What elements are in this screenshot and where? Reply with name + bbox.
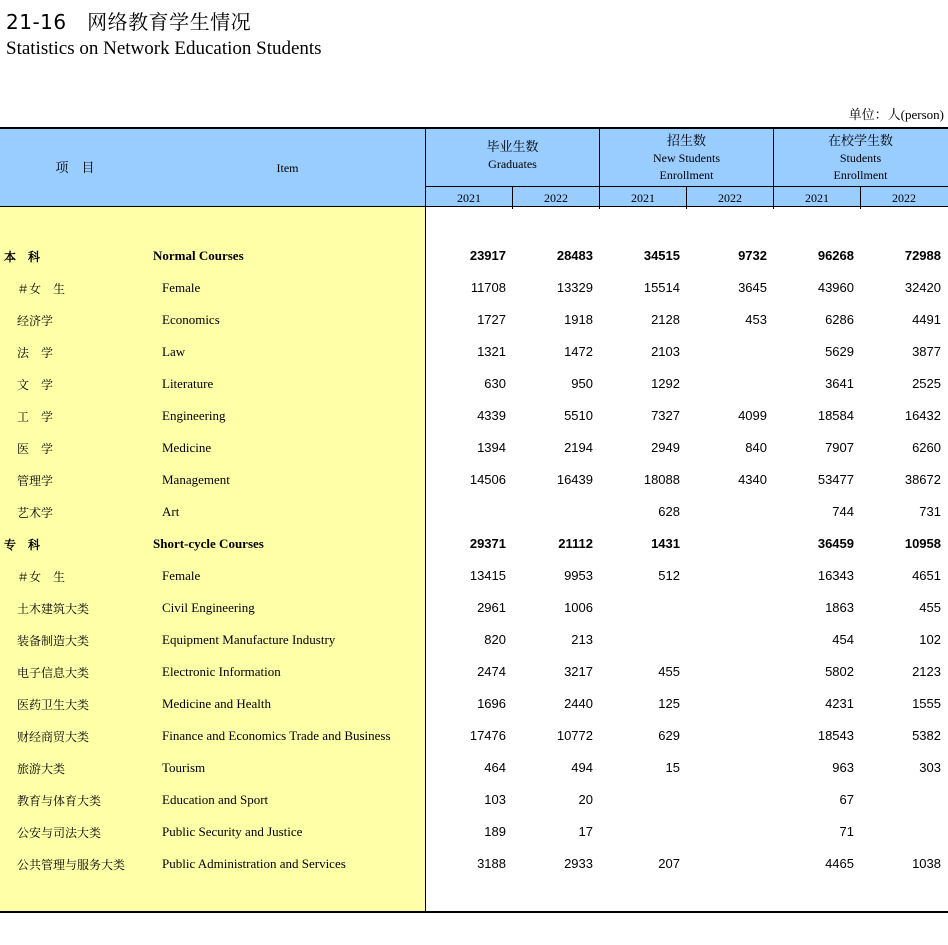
cell-value: 1727 — [477, 312, 506, 327]
cell-value: 16343 — [817, 568, 854, 583]
cell-value: 23917 — [469, 248, 506, 263]
cell-value: 103 — [484, 792, 506, 807]
cell-value: 950 — [571, 376, 593, 391]
cell-value: 1394 — [477, 440, 506, 455]
row-label-cn: 医药卫生大类 — [17, 698, 90, 712]
table-row — [0, 464, 948, 496]
cell-value: 731 — [919, 504, 941, 519]
cell-value: 1038 — [912, 856, 941, 871]
cell-value: 1918 — [564, 312, 593, 327]
cell-value: 17 — [578, 824, 593, 839]
cell-value: 189 — [484, 824, 506, 839]
table-row — [0, 240, 948, 272]
cell-value: 2128 — [651, 312, 680, 327]
cell-value: 3217 — [564, 664, 593, 679]
cell-value: 1472 — [564, 344, 593, 359]
cell-value: 512 — [658, 568, 680, 583]
cell-value: 18543 — [817, 728, 854, 743]
cell-value: 9953 — [564, 568, 593, 583]
table-row — [0, 656, 948, 688]
row-label-en: Medicine and Health — [162, 696, 272, 711]
cell-value: 72988 — [904, 248, 941, 263]
header-item-en: Item — [276, 161, 299, 175]
cell-value: 34515 — [643, 248, 680, 263]
cell-value: 1696 — [477, 696, 506, 711]
cell-value: 3641 — [825, 376, 854, 391]
cell-value: 963 — [832, 760, 854, 775]
cell-value: 4339 — [477, 408, 506, 423]
row-label-en: Public Security and Justice — [162, 824, 303, 839]
year-header: 2022 — [718, 191, 742, 205]
table-row — [0, 592, 948, 624]
table-row — [0, 688, 948, 720]
cell-value: 4491 — [912, 312, 941, 327]
row-label-cn: 本 科 — [4, 250, 41, 264]
cell-value: 464 — [484, 760, 506, 775]
table-row — [0, 304, 948, 336]
cell-value: 7907 — [825, 440, 854, 455]
cell-value: 630 — [484, 376, 506, 391]
cell-value: 43960 — [817, 280, 854, 295]
row-label-cn: 公共管理与服务大类 — [17, 858, 126, 872]
cell-value: 494 — [571, 760, 593, 775]
year-header: 2021 — [457, 191, 481, 205]
row-label-cn: 经济学 — [17, 314, 54, 328]
row-label-cn: 艺术学 — [17, 506, 54, 520]
cell-value: 16439 — [556, 472, 593, 487]
row-label-en: Equipment Manufacture Industry — [162, 632, 336, 647]
table-row — [0, 432, 948, 464]
row-label-cn: 电子信息大类 — [17, 666, 90, 680]
cell-value: 14506 — [469, 472, 506, 487]
cell-value: 11708 — [470, 280, 506, 295]
cell-value: 628 — [658, 504, 680, 519]
row-label-en: Art — [162, 504, 180, 519]
cell-value: 2525 — [912, 376, 941, 391]
cell-value: 2949 — [651, 440, 680, 455]
statistics-table — [0, 127, 948, 913]
row-label-cn: 工 学 — [17, 410, 54, 424]
cell-value: 3877 — [912, 344, 941, 359]
row-label-en: Female — [162, 280, 201, 295]
cell-value: 454 — [832, 632, 854, 647]
row-label-en: Public Administration and Services — [162, 856, 346, 871]
row-label-cn: 医 学 — [17, 442, 54, 456]
cell-value: 18088 — [643, 472, 680, 487]
cell-value: 6260 — [912, 440, 941, 455]
table-header — [0, 127, 948, 207]
table-row — [0, 400, 948, 432]
header-group-graduates: 毕业生数 Graduates — [486, 140, 539, 171]
cell-value: 5510 — [564, 408, 593, 423]
cell-value: 5382 — [912, 728, 941, 743]
cell-value: 2440 — [564, 696, 593, 711]
cell-value: 13415 — [469, 568, 506, 583]
table-row — [0, 720, 948, 752]
cell-value: 1006 — [564, 600, 593, 615]
row-label-cn: 管理学 — [17, 474, 54, 488]
cell-value: 455 — [919, 600, 941, 615]
table-row — [0, 368, 948, 400]
row-label-cn: 公安与司法大类 — [17, 826, 102, 840]
row-label-en: Tourism — [162, 760, 206, 775]
table-row — [0, 848, 948, 880]
cell-value: 629 — [658, 728, 680, 743]
cell-value: 102 — [919, 632, 941, 647]
cell-value: 67 — [839, 792, 854, 807]
cell-value: 96268 — [817, 248, 854, 263]
cell-value: 71 — [839, 824, 854, 839]
table-row — [0, 784, 948, 816]
row-label-cn: 旅游大类 — [17, 762, 66, 776]
cell-value: 2123 — [912, 664, 941, 679]
cell-value: 1292 — [651, 376, 680, 391]
header-group-new-students: 招生数 New Students Enrollment — [653, 134, 720, 182]
header-item-cn: 项 目 — [55, 161, 95, 176]
cell-value: 4465 — [825, 856, 854, 871]
cell-value: 53477 — [817, 472, 854, 487]
cell-value: 4231 — [825, 696, 854, 711]
cell-value: 2933 — [564, 856, 593, 871]
year-header: 2022 — [892, 191, 916, 205]
cell-value: 4340 — [738, 472, 767, 487]
row-label-en: Literature — [162, 376, 214, 391]
cell-value: 28483 — [556, 248, 593, 263]
cell-value: 213 — [571, 632, 593, 647]
cell-value: 744 — [832, 504, 854, 519]
cell-value: 21112 — [558, 536, 593, 551]
cell-value: 3645 — [738, 280, 767, 295]
cell-value: 455 — [658, 664, 680, 679]
row-label-en: Medicine — [162, 440, 212, 455]
row-label-en: Female — [162, 568, 201, 583]
row-label-en: Electronic Information — [162, 664, 281, 679]
cell-value: 125 — [658, 696, 680, 711]
table-row — [0, 816, 948, 848]
cell-value: 820 — [484, 632, 506, 647]
table-row — [0, 624, 948, 656]
cell-value: 15 — [665, 760, 680, 775]
title-english: Statistics on Network Education Students — [6, 38, 322, 59]
row-label-en: Education and Sport — [162, 792, 269, 807]
cell-value: 2961 — [477, 600, 506, 615]
row-label-cn: 土木建筑大类 — [17, 602, 90, 616]
cell-value: 20 — [578, 792, 593, 807]
cell-value: 10772 — [556, 728, 593, 743]
row-label-cn: 财经商贸大类 — [17, 730, 90, 744]
cell-value: 32420 — [904, 280, 941, 295]
table-row — [0, 272, 948, 304]
year-header: 2021 — [805, 191, 829, 205]
row-label-cn: 法 学 — [17, 346, 54, 360]
row-label-en: Short-cycle Courses — [153, 536, 264, 551]
table-row — [0, 752, 948, 784]
cell-value: 9732 — [738, 248, 767, 263]
table-row — [0, 496, 948, 528]
year-header: 2021 — [631, 191, 655, 205]
cell-value: 3188 — [477, 856, 506, 871]
cell-value: 7327 — [651, 408, 680, 423]
row-label-en: Engineering — [162, 408, 226, 423]
row-label-en: Law — [162, 344, 186, 359]
cell-value: 840 — [745, 440, 767, 455]
title-chinese: 21-16 网络教育学生情况 — [6, 10, 252, 34]
cell-value: 207 — [658, 856, 680, 871]
row-label-cn: 教育与体育大类 — [17, 794, 102, 808]
cell-value: 2194 — [564, 440, 593, 455]
cell-value: 2103 — [651, 344, 680, 359]
cell-value: 18584 — [817, 408, 854, 423]
header-group-students-enrollment: 在校学生数 Students Enrollment — [827, 134, 893, 182]
cell-value: 2474 — [477, 664, 506, 679]
cell-value: 1555 — [912, 696, 941, 711]
cell-value: 16432 — [904, 408, 941, 423]
table-row — [0, 336, 948, 368]
row-label-en: Finance and Economics Trade and Business — [162, 728, 391, 743]
cell-value: 1431 — [651, 536, 680, 551]
row-label-cn: 文 学 — [17, 378, 54, 392]
cell-value: 5629 — [825, 344, 854, 359]
row-label-en: Economics — [162, 312, 220, 327]
row-label-cn: ＃女 生 — [17, 282, 66, 296]
row-label-cn: ＃女 生 — [17, 570, 66, 584]
table-row — [0, 560, 948, 592]
year-header: 2022 — [544, 191, 568, 205]
cell-value: 10958 — [904, 536, 941, 551]
cell-value: 453 — [745, 312, 767, 327]
cell-value: 5802 — [825, 664, 854, 679]
cell-value: 1863 — [825, 600, 854, 615]
cell-value: 6286 — [825, 312, 854, 327]
cell-value: 4651 — [912, 568, 941, 583]
cell-value: 13329 — [556, 280, 593, 295]
table-row — [0, 528, 948, 560]
cell-value: 4099 — [738, 408, 767, 423]
row-label-en: Civil Engineering — [162, 600, 255, 615]
row-label-cn: 专 科 — [4, 538, 41, 552]
cell-value: 17476 — [469, 728, 506, 743]
row-label-cn: 装备制造大类 — [17, 634, 90, 648]
cell-value: 303 — [919, 760, 941, 775]
cell-value: 29371 — [469, 536, 506, 551]
cell-value: 38672 — [904, 472, 941, 487]
cell-value: 36459 — [817, 536, 854, 551]
row-label-en: Management — [162, 472, 230, 487]
cell-value: 15514 — [643, 280, 680, 295]
cell-value: 1321 — [477, 344, 506, 359]
unit-label: 单位：人(person) — [848, 107, 944, 122]
row-label-en: Normal Courses — [153, 248, 244, 263]
